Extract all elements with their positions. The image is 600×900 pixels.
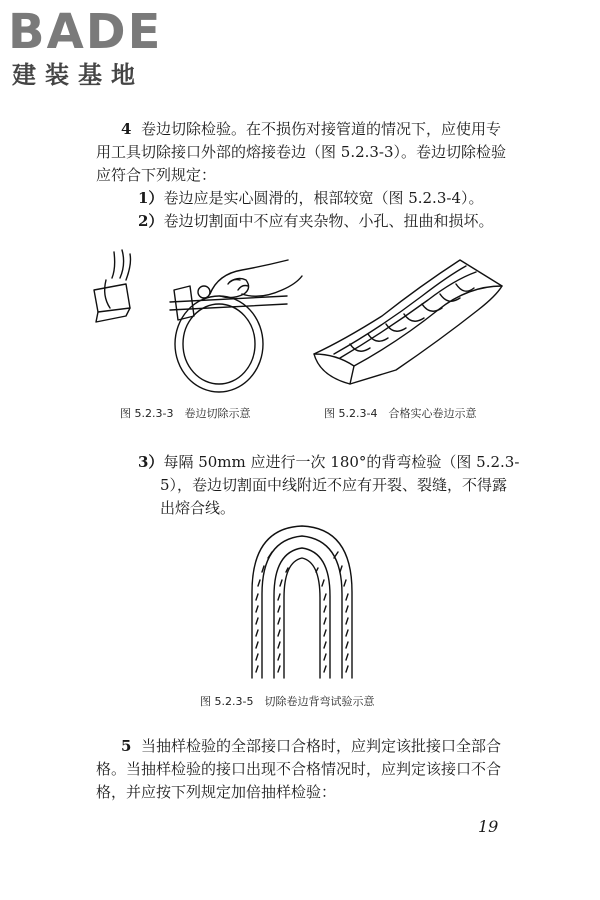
paragraph-4-number: 4 xyxy=(121,120,132,138)
list-item-3-line-3: 出熔合线。 xyxy=(160,499,236,517)
paragraph-5-line-1: 5 当抽样检验的全部接口合格时，应判定该批接口全部合 xyxy=(121,737,501,755)
caption-figure-5-2-3-3: 图 5.2.3-3 卷边切除示意 xyxy=(120,407,251,420)
caption-figure-5-2-3-4: 图 5.2.3-4 合格实心卷边示意 xyxy=(324,407,477,420)
logo-wordmark: BADE xyxy=(8,4,163,60)
paragraph-4-line-3: 应符合下列规定： xyxy=(96,166,217,184)
list-item-1: 1）卷边应是实心圆滑的，根部较宽（图 5.2.3-4）。 xyxy=(138,189,484,207)
paragraph-5-line-2: 格。当抽样检验的接口出现不合格情况时，应判定该接口不合 xyxy=(96,760,502,778)
logo-subtitle: 建装基地 xyxy=(12,61,144,89)
figure-back-bend-test-illustration xyxy=(248,522,358,682)
paragraph-5-line-3: 格，并应按下列规定加倍抽样检验： xyxy=(96,783,337,801)
figure-solid-bead-illustration xyxy=(310,258,510,394)
paragraph-5-number: 5 xyxy=(121,737,132,755)
paragraph-4-line-2: 用工具切除接口外部的熔接卷边（图 5.2.3-3）。卷边切除检验 xyxy=(96,143,507,161)
paragraph-4-line-1: 4 卷边切除检验。在不损伤对接管道的情况下，应使用专 xyxy=(121,120,501,138)
page-number: 19 xyxy=(478,817,499,836)
list-item-2: 2）卷边切割面中不应有夹杂物、小孔、扭曲和损坏。 xyxy=(138,212,494,230)
figure-bead-trimming-illustration xyxy=(92,250,307,400)
bade-logo xyxy=(8,6,178,92)
list-item-3-line-2: 5），卷边切割面中线附近不应有开裂、裂缝，不得露 xyxy=(160,476,508,494)
list-item-3-line-1: 3）每隔 50mm 应进行一次 180°的背弯检验（图 5.2.3- xyxy=(138,453,520,471)
caption-figure-5-2-3-5: 图 5.2.3-5 切除卷边背弯试验示意 xyxy=(200,695,375,708)
